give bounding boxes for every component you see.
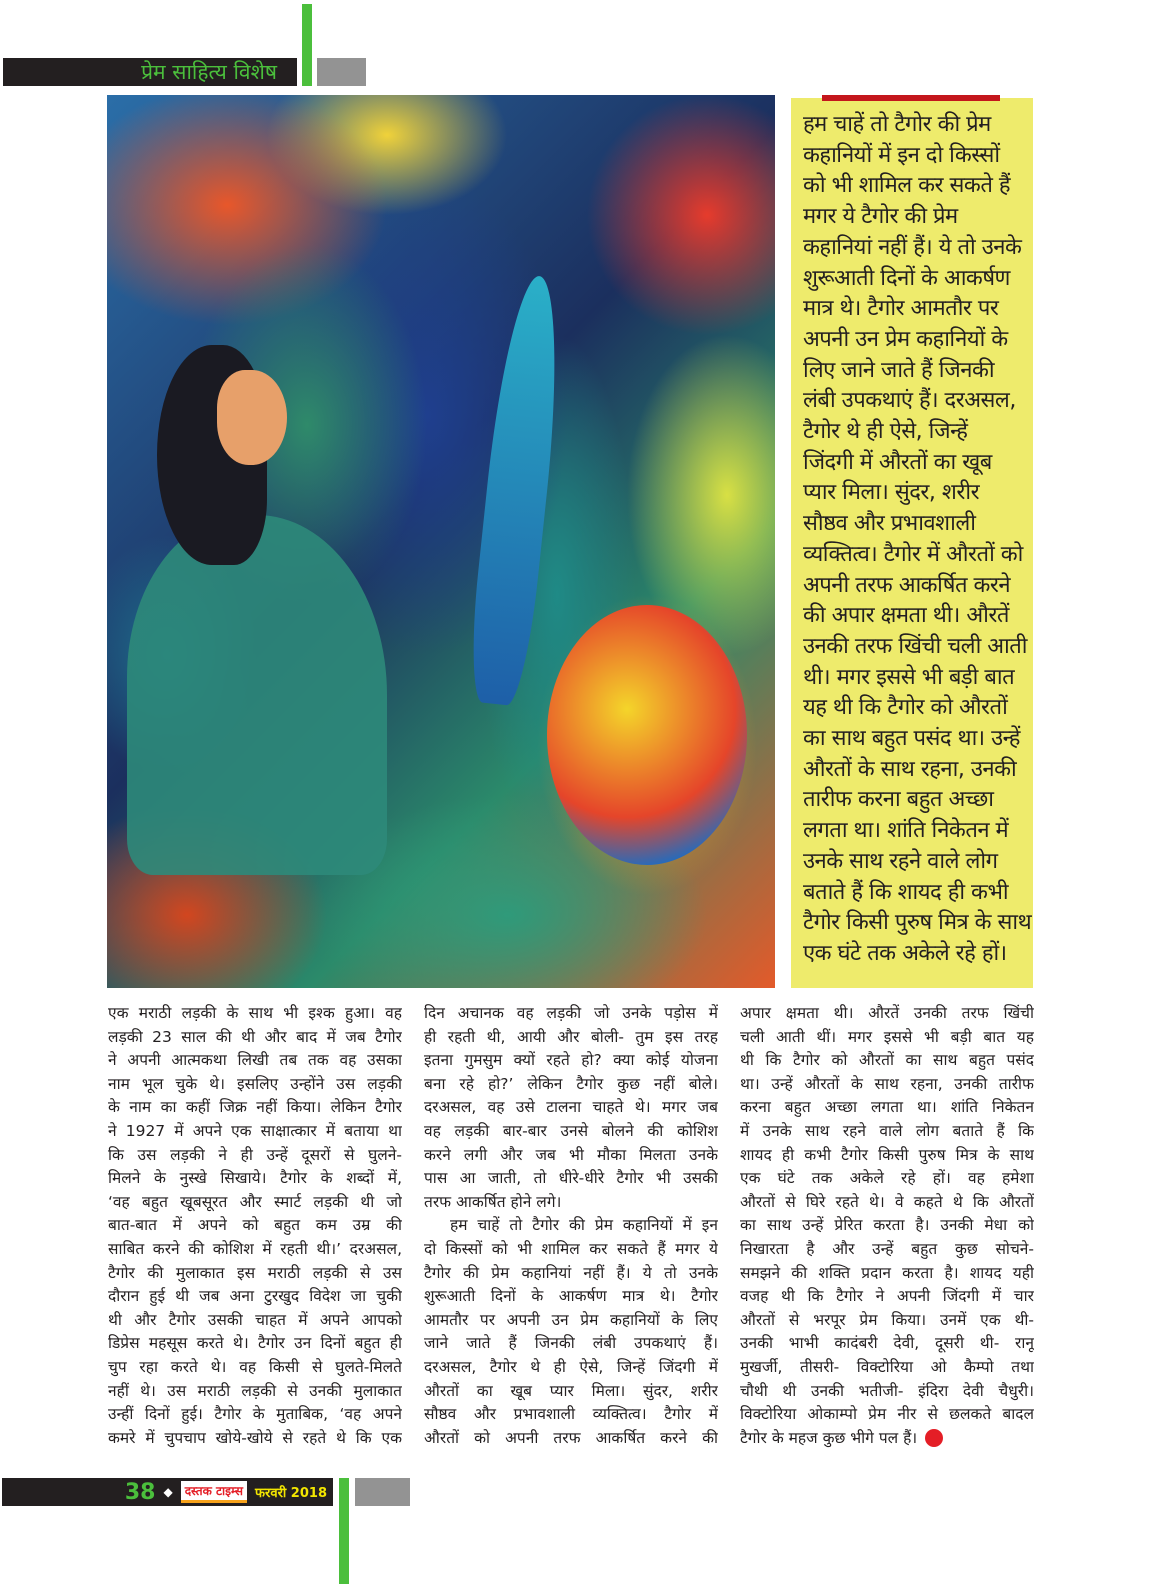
painting-woman-face bbox=[217, 370, 287, 465]
article-line bbox=[740, 1427, 1034, 1451]
article-line-text: थी कि टैगोर को औरतों का साथ बहुत पसंद bbox=[740, 1051, 1034, 1070]
footer-bar bbox=[2, 1478, 333, 1506]
article-line bbox=[740, 1285, 1034, 1309]
article-line bbox=[108, 1002, 402, 1026]
article-line bbox=[424, 1309, 718, 1333]
footer-green-accent bbox=[339, 1478, 349, 1584]
pull-quote-line: व्यक्तित्व। टैगोर में औरतों को bbox=[803, 541, 1023, 567]
article-line bbox=[740, 1002, 1034, 1026]
pull-quote-line: टैगोर थे ही ऐसे, जिन्हें bbox=[803, 419, 968, 445]
pull-quote-line: प्यार मिला। सुंदर, शरीर bbox=[803, 480, 980, 506]
pull-quote-line: लगता था। शांति निकेतन में bbox=[803, 818, 1009, 844]
article-line-text: तरफ आकर्षित होने लगे। bbox=[424, 1192, 562, 1211]
article-line-text: वह लड़की बार-बार उनसे बोलने की कोशिश bbox=[424, 1121, 718, 1140]
pull-quote-line: को भी शामिल कर सकते हैं bbox=[803, 173, 1011, 199]
article-line bbox=[424, 1238, 718, 1262]
pull-quote-text bbox=[803, 110, 1032, 970]
article-line-text: एक घंटे तक अकेले रहे हों। वह हमेशा bbox=[740, 1169, 1034, 1188]
article-line bbox=[740, 1356, 1034, 1380]
pull-quote-line: शुरूआती दिनों के आकर्षण bbox=[803, 265, 1010, 291]
article-line-text: औरतों का खूब प्यार मिला। सुंदर, शरीर bbox=[424, 1381, 718, 1400]
article-line bbox=[424, 1167, 718, 1191]
article-line bbox=[424, 1403, 718, 1427]
article-line-text: दौरान हुई थी जब अना टुरखुद विदेश जा चुकी bbox=[108, 1287, 402, 1306]
magazine-logo: दस्तक टाइम्स bbox=[181, 1481, 247, 1503]
article-line bbox=[740, 1049, 1034, 1073]
section-title: प्रेम साहित्य विशेष bbox=[141, 60, 277, 84]
issue-date: फरवरी 2018 bbox=[255, 1486, 327, 1501]
painting-woman-figure bbox=[127, 515, 387, 875]
article-line-text: ‘वह बहुत खूबसूरत और स्मार्ट लड़की थी जो bbox=[108, 1192, 402, 1211]
article-line bbox=[108, 1332, 402, 1356]
article-line bbox=[424, 1332, 718, 1356]
article-line bbox=[108, 1073, 402, 1097]
article-line-text: था। उन्हें औरतों के साथ रहना, उनकी तारीफ bbox=[740, 1074, 1034, 1093]
pull-quote-line: लंबी उपकथाएं हैं। दरअसल, bbox=[803, 388, 1016, 414]
pull-quote-line: सौष्ठव और प्रभावशाली bbox=[803, 511, 976, 537]
article-line-text: डिप्रेस महसूस करते थे। टैगोर उन दिनों बहुत ही bbox=[108, 1334, 402, 1353]
footer-separator: ◆ bbox=[163, 1485, 173, 1499]
article-line bbox=[108, 1262, 402, 1286]
article-line bbox=[424, 1002, 718, 1026]
section-header-bar bbox=[3, 58, 297, 86]
article-line-text: के नाम का कहीं जिक्र नहीं किया। लेकिन टैगोर bbox=[108, 1098, 402, 1117]
article-line bbox=[108, 1096, 402, 1120]
pull-quote-line: बताते हैं कि शायद ही कभी bbox=[803, 879, 1009, 905]
article-line-text: टैगोर की प्रेम कहानियां नहीं हैं। ये तो उनके bbox=[424, 1263, 718, 1282]
article-line-text: कि उस लड़की ने ही उन्हें दूसरों से घुलने- bbox=[108, 1145, 402, 1164]
article-line-text: करना बहुत अच्छा लगता था। शांति निकेतन bbox=[740, 1098, 1034, 1117]
pull-quote-line: टैगोर किसी पुरुष मित्र के साथ bbox=[803, 910, 1032, 936]
article-line bbox=[424, 1214, 718, 1238]
article-line-text: हम चाहें तो टैगोर की प्रेम कहानियों में इन bbox=[450, 1216, 718, 1235]
article-line bbox=[108, 1049, 402, 1073]
article-line-text: दो किस्सों को भी शामिल कर सकते हैं मगर ये bbox=[424, 1239, 718, 1258]
pull-quote-red-rule bbox=[822, 95, 1000, 101]
pull-quote-line: अपनी तरफ आकर्षित करने bbox=[803, 572, 1011, 598]
pull-quote-line: उनकी तरफ खिंची चली आती bbox=[803, 633, 1028, 659]
article-line bbox=[424, 1427, 718, 1451]
article-line-text: वजह थी कि टैगोर ने अपनी जिंदगी में चार bbox=[740, 1287, 1034, 1306]
article-line bbox=[108, 1427, 402, 1451]
page-number: 38 bbox=[124, 1479, 156, 1505]
article-line bbox=[740, 1309, 1034, 1333]
article-column-3 bbox=[740, 1002, 1034, 1450]
article-line-text: जाने जाते हैं जिनकी लंबी उपकथाएं हैं। bbox=[424, 1334, 718, 1353]
article-line-text: औरतों से घिरे रहते थे। वे कहते थे कि औरतों bbox=[740, 1192, 1034, 1211]
article-line bbox=[740, 1238, 1034, 1262]
article-line-text: औरतों से भरपूर प्रेम किया। उनमें एक थी- bbox=[740, 1310, 1034, 1329]
header-gray-accent bbox=[317, 58, 366, 86]
article-line-text: थी और टैगोर उसकी चाहत में अपने आपको bbox=[108, 1310, 402, 1329]
pull-quote-line: का साथ बहुत पसंद था। उन्हें bbox=[803, 726, 1020, 752]
article-line-text: साबित करने की कोशिश में रहती थी।’ दरअसल, bbox=[108, 1239, 402, 1258]
article-line-text: करने लगी और जब भी मौका मिलता उनके bbox=[424, 1145, 718, 1164]
article-line-text: ने 1927 में अपने एक साक्षात्कार में बताया था bbox=[108, 1121, 402, 1140]
article-line bbox=[108, 1309, 402, 1333]
painting-peacock-neck bbox=[465, 273, 570, 707]
painting-peacock-body bbox=[547, 605, 747, 865]
article-line bbox=[424, 1380, 718, 1404]
article-line-text: बना रहे हो?’ लेकिन टैगोर कुछ नहीं बोले। bbox=[424, 1074, 718, 1093]
pull-quote-line: हम चाहें तो टैगोर की प्रेम bbox=[803, 112, 991, 137]
article-line bbox=[424, 1073, 718, 1097]
pull-quote-line: लिए जाने जाते हैं जिनकी bbox=[803, 357, 995, 383]
article-line-text: पास आ जाती, तो धीरे-धीरे टैगोर भी उसकी bbox=[424, 1169, 718, 1188]
article-line-text: टैगोर की मुलाकात इस मराठी लड़की से उस bbox=[108, 1263, 402, 1282]
article-line-text: समझने की शक्ति प्रदान करता है। शायद यही bbox=[740, 1263, 1034, 1282]
article-line bbox=[740, 1073, 1034, 1097]
pull-quote-line: यह थी कि टैगोर को औरतों bbox=[803, 695, 1008, 721]
article-line bbox=[108, 1120, 402, 1144]
article-line bbox=[740, 1403, 1034, 1427]
article-line bbox=[740, 1214, 1034, 1238]
article-line-text: लड़की 23 साल की थी और बाद में जब टैगोर bbox=[108, 1027, 402, 1046]
article-line bbox=[424, 1144, 718, 1168]
article-line bbox=[424, 1262, 718, 1286]
article-line bbox=[740, 1167, 1034, 1191]
article-line-text: अपार क्षमता थी। औरतें उनकी तरफ खिंची bbox=[740, 1004, 1034, 1022]
article-line-text: उन्हीं दिनों हुई। टैगोर के मुताबिक, ‘वह अपने bbox=[108, 1405, 402, 1424]
article-line bbox=[108, 1380, 402, 1404]
article-line-text: नहीं थे। उस मराठी लड़की से उनकी मुलाकात bbox=[108, 1381, 402, 1400]
article-line-text: ही रहती थी, आयी और बोली- तुम इस तरह bbox=[424, 1027, 718, 1046]
article-line-text: दरअसल, वह उसे टालना चाहते थे। मगर जब bbox=[424, 1098, 718, 1117]
article-line-text: कमरे में चुपचाप खोये-खोये से रहते थे कि एक bbox=[108, 1428, 402, 1447]
pull-quote-line: अपनी उन प्रेम कहानियों के bbox=[803, 326, 1008, 352]
article-line-text: ने अपनी आत्मकथा लिखी तब तक वह उसका bbox=[108, 1051, 402, 1070]
article-column-2 bbox=[424, 1002, 718, 1450]
article-column-1 bbox=[108, 1002, 402, 1450]
pull-quote-line: औरतों के साथ रहना, उनकी bbox=[803, 756, 1017, 782]
article-line-text: टैगोर के महज कुछ भीगे पल हैं। bbox=[740, 1428, 918, 1447]
pull-quote-line: की अपार क्षमता थी। औरतें bbox=[803, 603, 1009, 629]
article-line bbox=[740, 1096, 1034, 1120]
article-line bbox=[424, 1049, 718, 1073]
article-line-text: का साथ उन्हें प्रेरित करता है। उनकी मेधा को bbox=[740, 1216, 1034, 1235]
article-line-text: नाम भूल चुके थे। इसलिए उन्होंने उस लड़की bbox=[108, 1074, 402, 1093]
header-green-accent bbox=[302, 4, 312, 86]
pull-quote-line: तारीफ करना बहुत अच्छा bbox=[803, 787, 994, 813]
article-line-text: निखारता है और उन्हें बहुत कुछ सोचने- bbox=[740, 1239, 1034, 1258]
article-line-text: सौष्ठव और प्रभावशाली व्यक्तित्व। टैगोर में bbox=[424, 1405, 718, 1424]
article-line-text: चली आती थीं। मगर इससे भी बड़ी बात यह bbox=[740, 1027, 1034, 1046]
article-line-text: में उनके साथ रहने वाले लोग बताते हैं कि bbox=[740, 1121, 1034, 1140]
article-line bbox=[108, 1356, 402, 1380]
article-line-text: बात-बात में अपने को बहुत कम उम्र की bbox=[108, 1216, 402, 1235]
pull-quote-line: जिंदगी में औरतों का खूब bbox=[803, 449, 992, 475]
pull-quote-line: कहानियां नहीं हैं। ये तो उनके bbox=[803, 234, 1022, 260]
article-line-text: चुप रहा करते थे। वह किसी से घुलते-मिलते bbox=[108, 1357, 402, 1376]
article-line bbox=[108, 1167, 402, 1191]
pull-quote-line: मगर ये टैगोर की प्रेम bbox=[803, 204, 958, 230]
article-line-text: शायद ही कभी टैगोर किसी पुरुष मित्र के साथ bbox=[740, 1145, 1034, 1164]
end-of-article-dot-icon bbox=[925, 1429, 943, 1447]
article-line bbox=[108, 1214, 402, 1238]
article-line-text: इतना गुमसुम क्यों रहते हो? क्या कोई योजना bbox=[424, 1051, 718, 1070]
article-line bbox=[740, 1332, 1034, 1356]
article-line-text: चौथी थी उनकी भतीजी- इंदिरा देवी चैधुरी। bbox=[740, 1381, 1034, 1400]
article-line bbox=[108, 1144, 402, 1168]
article-line bbox=[108, 1285, 402, 1309]
article-line-text: आमतौर पर अपनी उन प्रेम कहानियों के लिए bbox=[424, 1310, 718, 1329]
article-line bbox=[424, 1026, 718, 1050]
article-line-text: मिलने के नुस्खे सिखाये। टैगोर के शब्दों में, bbox=[108, 1169, 402, 1188]
article-line bbox=[424, 1096, 718, 1120]
article-line-text: शुरूआती दिनों के आकर्षण मात्र थे। टैगोर bbox=[424, 1287, 718, 1306]
article-line-text: उनकी भाभी कादंबरी देवी, दूसरी थी- रानू bbox=[740, 1334, 1034, 1353]
pull-quote-line: थी। मगर इससे भी बड़ी बात bbox=[803, 664, 1015, 690]
article-line bbox=[108, 1238, 402, 1262]
article-line bbox=[424, 1120, 718, 1144]
article-line bbox=[424, 1285, 718, 1309]
article-line bbox=[424, 1356, 718, 1380]
article-line bbox=[740, 1026, 1034, 1050]
article-line bbox=[740, 1380, 1034, 1404]
article-line bbox=[108, 1403, 402, 1427]
article-line bbox=[108, 1026, 402, 1050]
article-line-text: दरअसल, टैगोर थे ही ऐसे, जिन्हें जिंदगी में bbox=[424, 1357, 718, 1376]
pull-quote-line: उनके साथ रहने वाले लोग bbox=[803, 848, 998, 874]
article-line bbox=[424, 1191, 718, 1215]
footer-gray-accent bbox=[355, 1478, 410, 1506]
illustration-woman-and-peacock-painting bbox=[107, 95, 775, 988]
pull-quote-line: मात्र थे। टैगोर आमतौर पर bbox=[803, 296, 999, 322]
article-line bbox=[740, 1144, 1034, 1168]
article-line bbox=[740, 1262, 1034, 1286]
article-line-text: विक्टोरिया ओकाम्पो प्रेम नीर से छलकते बादल bbox=[740, 1405, 1034, 1424]
pull-quote-line: एक घंटे तक अकेले रहे हों। bbox=[803, 940, 1007, 966]
article-line bbox=[740, 1120, 1034, 1144]
article-line bbox=[108, 1191, 402, 1215]
article-line bbox=[740, 1191, 1034, 1215]
article-line-text: औरतों को अपनी तरफ आकर्षित करने की bbox=[424, 1428, 718, 1447]
article-line-text: मुखर्जी, तीसरी- विक्टोरिया ओ कैम्पो तथा bbox=[740, 1357, 1034, 1376]
pull-quote-line: कहानियों में इन दो किस्सों bbox=[803, 142, 1000, 168]
article-line-text: दिन अचानक वह लड़की जो उनके पड़ोस में bbox=[424, 1004, 718, 1022]
article-line-text: एक मराठी लड़की के साथ भी इश्क हुआ। वह bbox=[108, 1004, 402, 1022]
